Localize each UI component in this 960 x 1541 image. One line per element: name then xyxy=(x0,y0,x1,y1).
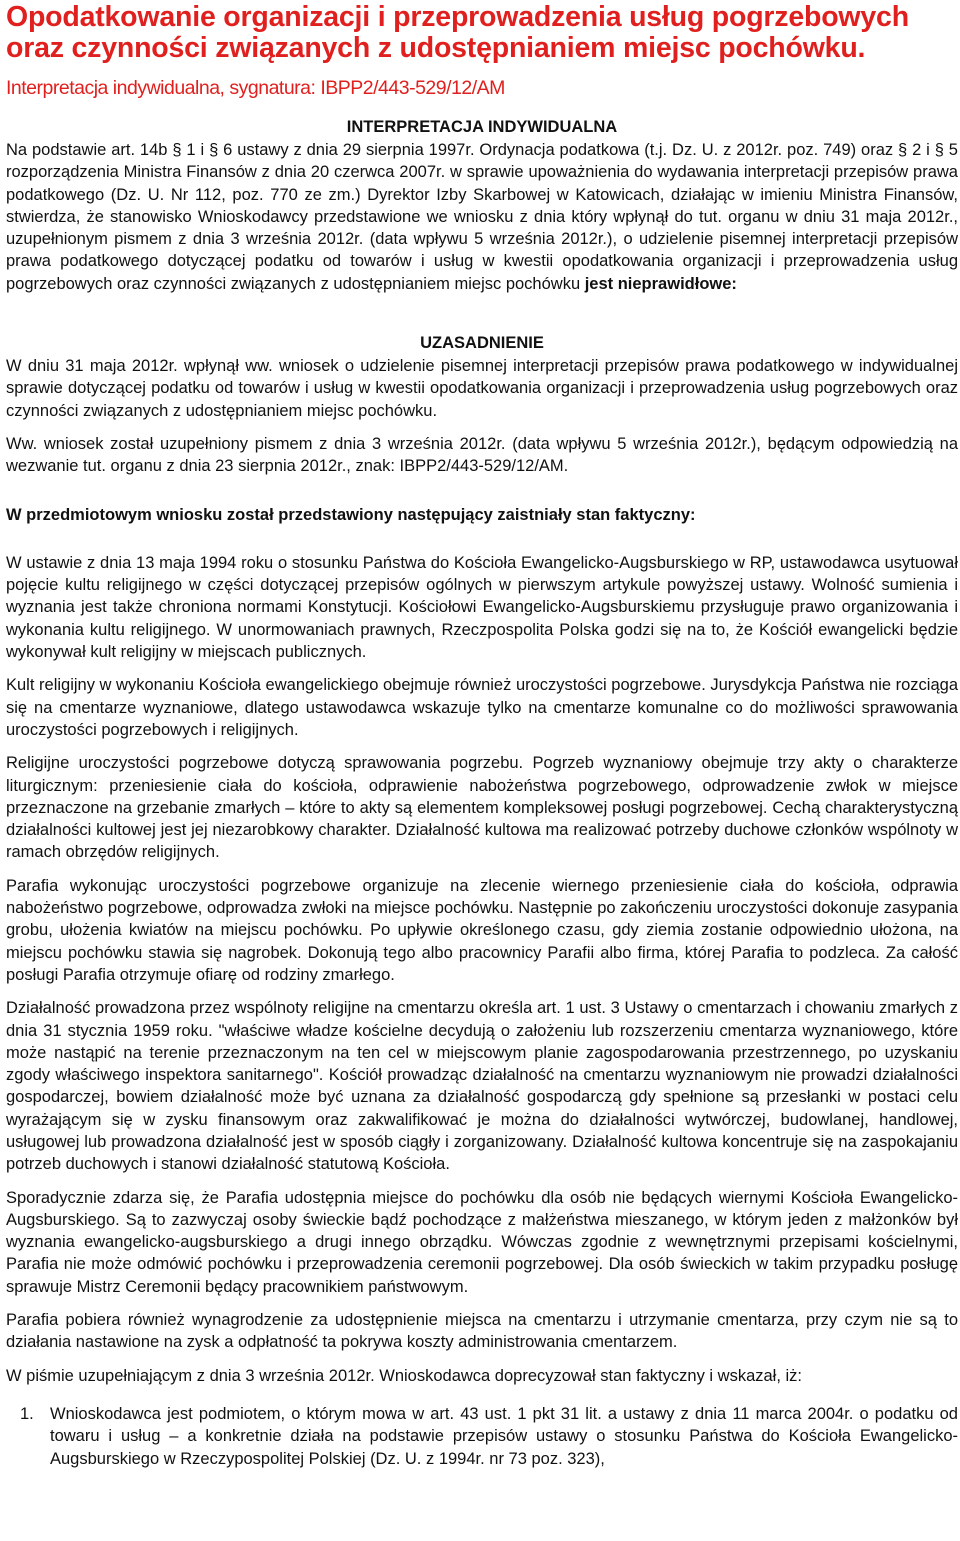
intro-paragraph xyxy=(6,139,958,295)
paragraph: W ustawie z dnia 13 maja 1994 roku o stosunku Państwa do Kościoła Ewangelicko-Augsburskiego w RP, ustawodawca usytuował pojęcie kultu religijnego w części dotyczącej przepisów ogólnych w pierwszym artykule powyższej ustawy. Wolność sumienia i wyznania jest także chroniona normami Konstytucji. Kościołowi Ewangelicko-Augsburskiemu przysługuje prawo organizowania i wykonania kultu religijnego. W unormowaniach prawnych, Rzeczpospolita Polska godzi się na to, że Kościół ewangelicki będzie wykonywał kult religijny w miejscach publicznych. xyxy=(6,553,958,662)
facts-heading: W przedmiotowym wniosku został przedstawiony następujący zaistniały stan faktyczny: xyxy=(6,505,696,524)
intro-text: Na podstawie art. 14b § 1 i § 6 ustawy z dnia 29 sierpnia 1997r. Ordynacja podatkowa (t.j. Dz. U. z 2012r. poz. 749) oraz § 2 i § 5 rozporządzenia Ministra Finansów z dnia 20 czerwca 2007r. w sprawie upoważnienia do wydawania interpretacji przepisów prawa podatkowego (Dz. U. Nr 112, poz. 770 ze zm.) Dyrektor Izby Skarbowej w Katowicach, działając w imieniu Ministra Finansów, stwierdza, że stanowisko Wnioskodawcy przedstawione we wniosku z dnia który wpłynął do tut. organu w dniu 31 maja 2012r., uzupełnionym pismem z dnia 3 września 2012r. (data wpływu 5 września 2012r.), o udzielenie pisemnej interpretacji przepisów prawa podatkowego dotyczącej podatku od towarów i usług w kwestii opodatkowania organizacji i przeprowadzenia usług pogrzebowych oraz czynności związanych z udostępnianiem miejsc pochówku xyxy=(6,141,958,293)
paragraph: W piśmie uzupełniającym z dnia 3 września 2012r. Wnioskodawca doprecyzował stan faktyczny i wskazał, iż: xyxy=(6,1366,803,1385)
interpretation-heading: INTERPRETACJA INDYWIDUALNA xyxy=(346,118,618,136)
list-item-text: Wnioskodawca jest podmiotem, o którym mowa w art. 43 ust. 1 pkt 31 lit. a ustawy z dnia 11 marca 2004r. o podatku od towaru i usług – a konkretnie działa na podstawie przepisów ustawy o stosunku Państwa do Kościoła Ewangelicko-Augsburskiego w Rzeczypospolitej Polskiej (Dz. U. z 1994r. nr 73 poz. 323), xyxy=(50,1404,958,1468)
document-page xyxy=(6,0,958,1470)
intro-verdict: jest nieprawidłowe: xyxy=(584,274,737,293)
paragraph: Parafia wykonując uroczystości pogrzebowe organizuje na zlecenie wiernego przeniesienie ciała do kościoła, odprawia nabożeństwo pogrzebowe, odprowadza zwłoki na miejsce pochówku. Następnie po zakończeniu uroczystości dokonuje zasypania grobu, ułożenia kwiatów na miejscu pochówku. Po upływie określonego czasu, gdy ziemia zostanie odpowiednio ułożona, na miejscu pochówku stawia się nagrobek. Dokonują tego albo pracownicy Parafii albo firma, której Parafia to podzleca. Za całość posługi Parafia otrzymuje ofiarę od rodziny zmarłego. xyxy=(6,876,958,984)
paragraph: Ww. wniosek został uzupełniony pismem z dnia 3 września 2012r. (data wpływu 5 września 2012r.), będącym odpowiedzią na wezwanie tut. organu z dnia 23 sierpnia 2012r., znak: IBPP2/443-529/12/AM. xyxy=(6,434,958,476)
list-item xyxy=(6,1403,958,1470)
paragraph: Sporadycznie zdarza się, że Parafia udostępnia miejsce do pochówku dla osób nie będących wiernymi Kościoła Ewangelicko-Augsburskiego. Są to zazwyczaj osoby świeckie bądź pochodzące z małżeństwa mieszanego, w którym jeden z małżonków był wyznania ewangelicko-augsburskiego a drugi innego obrządku. Wówczas zgodnie z wewnętrznymi przepisami kościelnymi, Parafia nie może odmówić pochówku i przeprowadzenia ceremonii pogrzebowej. Dla osób świeckich w takim przypadku posługę sprawuje Mistrz Ceremonii będący pracownikiem państwowym. xyxy=(6,1188,958,1296)
list-item-number: 1. xyxy=(20,1404,34,1423)
document-title: Opodatkowanie organizacji i przeprowadzenia usług pogrzebowych oraz czynności związanych z udostępnianiem miejsc pochówku. xyxy=(6,1,909,64)
paragraph: Religijne uroczystości pogrzebowe dotyczą sprawowania pogrzebu. Pogrzeb wyznaniowy obejmuje trzy akty o charakterze liturgicznym: przeniesienie ciała do kościoła, odprawienie nabożeństwa pogrzebowego, odprowadzenie zwłok w miejsce przeznaczone na grzebanie zmarłych – które to akty są elementem kompleksowej posługi pogrzebowej. Cechą charakterystyczną działalności kultowej jest jej niezarobkowy charakter. Działalność kultowa ma realizować potrzeby duchowe członków wspólnoty w ramach obrzędów religijnych. xyxy=(6,754,958,862)
paragraph: Parafia pobiera również wynagrodzenie za udostępnienie miejsca na cmentarzu i utrzymanie cmentarza, przy czym nie są to działania nastawione na zysk a odpłatność ta pokrywa koszty administrowania cmentarzem. xyxy=(6,1311,958,1352)
document-subtitle: Interpretacja indywidualna, sygnatura: IBPP2/443-529/12/AM xyxy=(6,77,505,99)
paragraph: Działalność prowadzona przez wspólnoty religijne na cmentarzu określa art. 1 ust. 3 Ustawy o cmentarzach i chowaniu zmarłych z dnia 31 stycznia 1959 roku. "właściwe władze kościelne decydują o założeniu lub rozszerzeniu cmentarza wyznaniowego, które może nastąpić na terenie przeznaczonym na ten cel w miejscowym planie zagospodarowania przestrzennego, po uzyskaniu zgody właściwego inspektora sanitarnego". Kościół prowadząc działalność na cmentarzu wyznaniowym nie prowadzi działalności gospodarczej, bowiem działalność może być uznana za działalność gospodarczą gdy spełnione są przesłanki w postaci celu wyrażającym się w zysku finansowym oraz zakwalifikować je można do działalności wytwórczej, budowlanej, handlowej, usługowej lub prowadzona działalność jest w sposób ciągły i zorganizowany. Działalność kultowa koncentruje się na zaspokajaniu potrzeb duchowych i stanowi działalność statutową Kościoła. xyxy=(6,999,958,1174)
paragraph: Kult religijny w wykonaniu Kościoła ewangelickiego obejmuje również uroczystości pogrzebowe. Jurysdykcja Państwa nie rozciąga się na cmentarze wyznaniowe, dlatego ustawodawca wskazuje tylko na cmentarze komunalne co do możliwości sprawowania uroczystości pogrzebowych i religijnych. xyxy=(6,676,958,739)
justification-heading: UZASADNIENIE xyxy=(420,334,544,353)
paragraph: W dniu 31 maja 2012r. wpłynął ww. wniosek o udzielenie pisemnej interpretacji przepisów prawa podatkowego w indywidualnej sprawie dotyczącej podatku od towarów i usług w kwestii opodatkowania organizacji i przeprowadzenia usług pogrzebowych oraz czynności związanych z udostępnianiem miejsc pochówku. xyxy=(6,357,958,420)
facts-list xyxy=(6,1403,958,1470)
